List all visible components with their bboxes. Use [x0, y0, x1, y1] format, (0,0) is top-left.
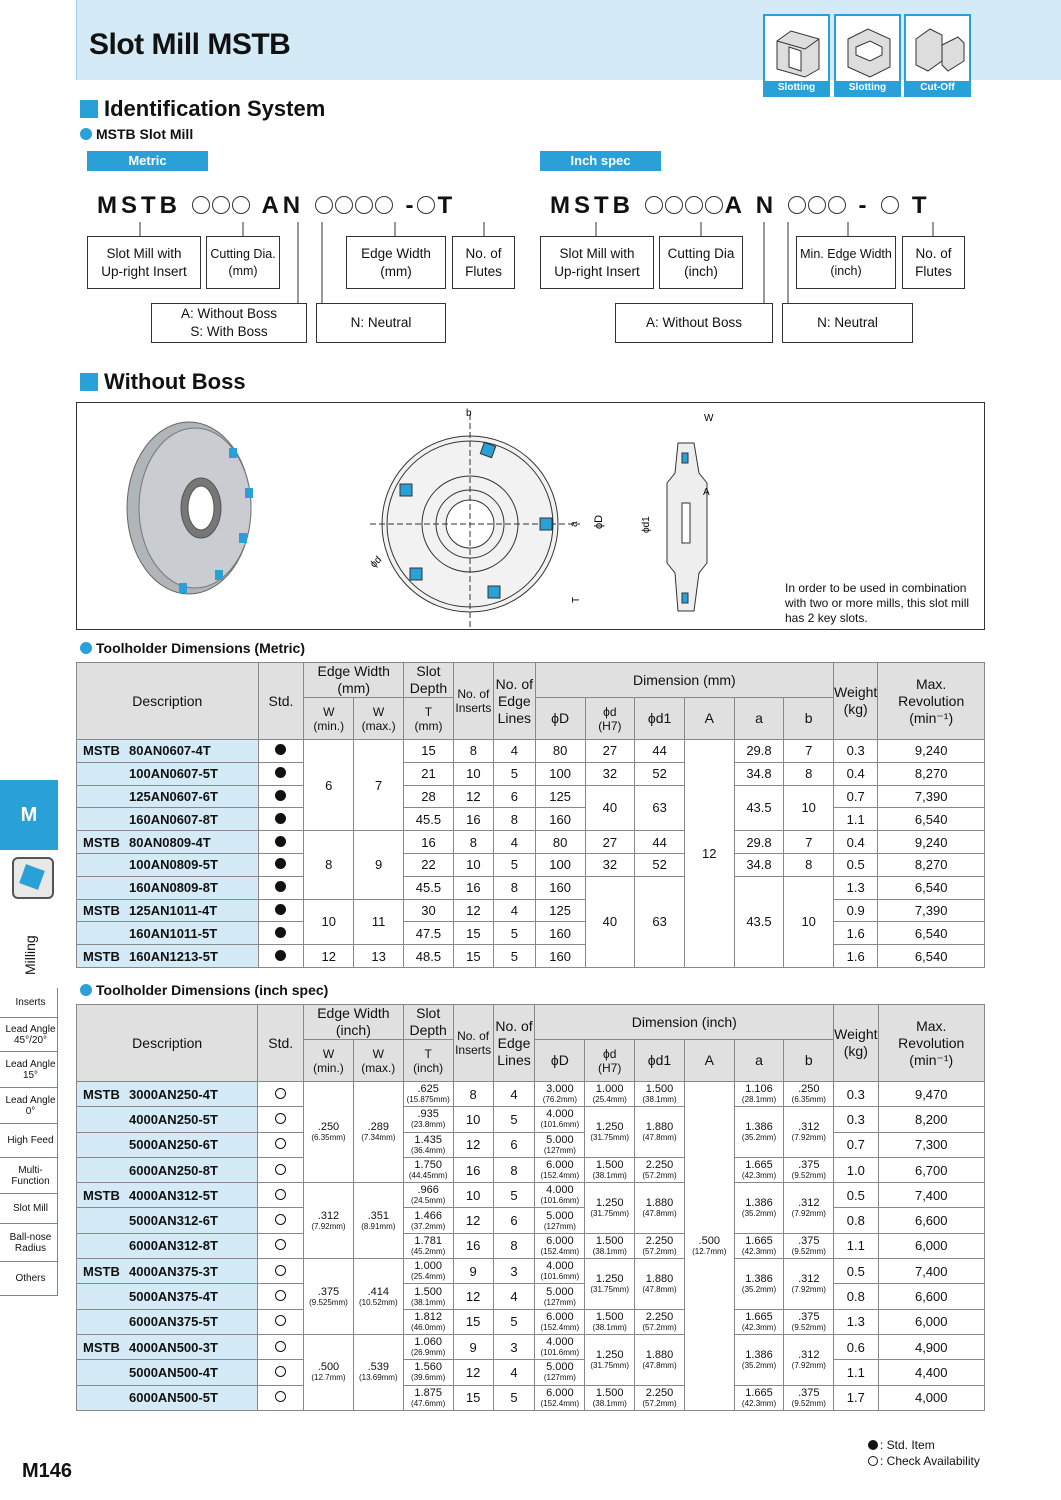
inch-desc: MSTB 4000AN375-3T: [77, 1259, 258, 1284]
sidebar-letter: M: [0, 780, 58, 850]
metric-desc: 100AN0607-5T: [77, 762, 259, 785]
std-circle: [258, 1132, 304, 1157]
cutter-photo: [127, 422, 253, 594]
inch-table-title: Toolholder Dimensions (inch spec): [80, 982, 328, 998]
std-circle: [258, 1082, 304, 1107]
std-circle: [258, 1334, 304, 1359]
inch-desc: 6000AN500-5T: [77, 1385, 258, 1410]
h-edgelines: No. of Edge Lines: [493, 663, 535, 740]
std-circle: [258, 1157, 304, 1182]
std-circle: [258, 1107, 304, 1132]
op-cutoff: Cut-Off: [904, 14, 971, 97]
std-circle: [258, 1309, 304, 1334]
inch-desc: MSTB 4000AN312-5T: [77, 1183, 258, 1208]
op-slotting-2: Slotting: [834, 14, 901, 97]
metric-desc: MSTB 80AN0809-4T: [77, 831, 259, 854]
box-m-edgewidth: Edge Width (mm): [346, 236, 446, 289]
std-dot: [258, 785, 304, 808]
without-boss-title: Without Boss: [80, 369, 246, 395]
inch-desc: MSTB 3000AN250-4T: [77, 1082, 258, 1107]
inch-desc: 5000AN250-6T: [77, 1132, 258, 1157]
inch-desc: 4000AN250-5T: [77, 1107, 258, 1132]
svg-text:T: T: [571, 596, 582, 603]
inch-desc: MSTB 4000AN500-3T: [77, 1334, 258, 1359]
sidebar-item[interactable]: Lead Angle 45°/20°: [0, 1018, 57, 1052]
inch-row: MSTB 4000AN500-3T .500 (12.7mm) .539 (13.69mm) 1.060 (26.9mm) 9 3 4.000 (101.6mm) 1.250 (31.75mm) 1.880 (47.8mm) 1.386 (35.2mm) .312 (7.92mm) 0.6 4,900: [77, 1334, 985, 1359]
h-std: Std.: [258, 663, 304, 740]
op-slotting-1: Slotting: [763, 14, 830, 97]
svg-text:ϕd1: ϕd1: [641, 516, 652, 533]
metric-row: 100AN0809-5T 22 10 5 100 32 52 34.8 8 0.5 8,270: [77, 853, 985, 876]
svg-text:a: a: [569, 521, 580, 527]
diagram-panel: [76, 402, 985, 630]
std-dot: [258, 831, 304, 854]
inch-row: MSTB 4000AN312-5T .312 (7.92mm) .351 (8.91mm) .966 (24.5mm) 10 5 4.000 (101.6mm) 1.250 (31.75mm) 1.880 (47.8mm) 1.386 (35.2mm) .312 (7.92mm) 0.5 7,400: [77, 1183, 985, 1208]
metric-row: 125AN0607-6T 28 12 6 125 40 63 43.5 10 0.7 7,390: [77, 785, 985, 808]
std-circle: [258, 1183, 304, 1208]
sidebar-item[interactable]: Lead Angle 15°: [0, 1052, 57, 1088]
inch-row: 4000AN250-5T .935 (23.8mm) 10 5 4.000 (101.6mm) 1.250 (31.75mm) 1.880 (47.8mm) 1.386 (35.2mm) .312 (7.92mm) 0.3 8,200: [77, 1107, 985, 1132]
metric-row: MSTB 80AN0809-4T 8 9 16 8 4 80 27 44 29.8 7 0.4 9,240: [77, 831, 985, 854]
std-dot: [258, 740, 304, 763]
std-dot: [258, 876, 304, 899]
inch-row: 5000AN375-4T 1.500 (38.1mm) 12 4 5.000 (127mm) 0.8 6,600: [77, 1284, 985, 1309]
metric-code: MSTB AN - T: [97, 192, 457, 219]
side-view: [667, 443, 707, 611]
metric-desc: 160AN1011-5T: [77, 922, 259, 945]
sidebar-item[interactable]: Others: [0, 1262, 57, 1296]
metric-desc: MSTB 80AN0607-4T: [77, 740, 259, 763]
sidebar-item[interactable]: Ball-nose Radius: [0, 1224, 57, 1262]
box-i-flutes: No. of Flutes: [902, 236, 965, 289]
std-circle: [258, 1259, 304, 1284]
inch-pill: Inch spec: [540, 151, 661, 171]
svg-text:ϕD: ϕD: [593, 514, 605, 529]
inch-row: 5000AN250-6T 1.435 (36.4mm) 12 6 5.000 (127mm) 0.7 7,300: [77, 1132, 985, 1157]
metric-desc: 160AN0607-8T: [77, 808, 259, 831]
inch-row: 6000AN250-8T 1.750 (44.45mm) 16 8 6.000 (152.4mm) 1.500 (38.1mm) 2.250 (57.2mm) 1.665 (42.3mm) .375 (9.52mm) 1.0 6,700: [77, 1157, 985, 1182]
ident-title: Identification System: [80, 96, 325, 122]
svg-text:b: b: [466, 408, 472, 419]
inch-row: MSTB 3000AN250-4T .250 (6.35mm) .289 (7.34mm) .625 (15.875mm) 8 4 3.000 (76.2mm) 1.000 (25.4mm) 1.500 (38.1mm) .500 (12.7mm) 1.106 (28.1mm) .250 (6.35mm) 0.3 9,470: [77, 1082, 985, 1107]
metric-table-title: Toolholder Dimensions (Metric): [80, 640, 305, 656]
h-desc: Description: [77, 663, 259, 740]
svg-text:W: W: [704, 413, 714, 424]
sidebar-nav: [0, 988, 58, 1296]
std-circle: [258, 1233, 304, 1258]
sidebar-item[interactable]: Inserts: [0, 988, 57, 1018]
sidebar-item[interactable]: High Feed: [0, 1124, 57, 1158]
front-view: [370, 414, 580, 628]
box-i-neutral: N: Neutral: [782, 303, 913, 343]
page-title: Slot Mill MSTB: [89, 28, 291, 61]
std-dot: [258, 945, 304, 968]
inch-desc: 6000AN312-8T: [77, 1233, 258, 1258]
inch-desc: 5000AN500-4T: [77, 1360, 258, 1385]
inch-row: 6000AN375-5T 1.812 (46.0mm) 15 5 6.000 (152.4mm) 1.500 (38.1mm) 2.250 (57.2mm) 1.665 (42.3mm) .375 (9.52mm) 1.3 6,000: [77, 1309, 985, 1334]
svg-text:ϕd: ϕd: [368, 554, 385, 571]
inch-row: 6000AN500-5T 1.875 (47.6mm) 15 5 6.000 (152.4mm) 1.500 (38.1mm) 2.250 (57.2mm) 1.665 (42.3mm) .375 (9.52mm) 1.7 4,000: [77, 1385, 985, 1410]
box-m-slotmill: Slot Mill with Up-right Insert: [87, 236, 201, 289]
std-dot: [258, 922, 304, 945]
box-i-cutdia: Cutting Dia (inch): [659, 236, 743, 289]
inch-desc: 6000AN375-5T: [77, 1309, 258, 1334]
key-slot-note: In order to be used in combination with two or more mills, this slot mill has 2 key slots.: [785, 581, 970, 625]
box-i-edgewidth: Min. Edge Width (inch): [796, 236, 896, 289]
sidebar-section: Milling: [22, 935, 38, 975]
box-m-flutes: No. of Flutes: [452, 236, 515, 289]
metric-row: MSTB 125AN1011-4T 10 11 30 12 4 125 0.9 7,390: [77, 899, 985, 922]
sidebar-item[interactable]: Lead Angle 0°: [0, 1088, 57, 1124]
std-circle: [258, 1284, 304, 1309]
std-circle: [258, 1360, 304, 1385]
std-circle: [258, 1385, 304, 1410]
legend-check: : Check Availability: [868, 1454, 980, 1468]
std-dot: [258, 853, 304, 876]
h-maxrev: Max. Revolution (min⁻¹): [878, 663, 985, 740]
h-inserts: No. of Inserts: [453, 663, 493, 740]
metric-pill: Metric: [87, 151, 208, 171]
inch-row: MSTB 4000AN375-3T .375 (9.525mm) .414 (10.52mm) 1.000 (25.4mm) 9 3 4.000 (101.6mm) 1.250 (31.75mm) 1.880 (47.8mm) 1.386 (35.2mm) .312 (7.92mm) 0.5 7,400: [77, 1259, 985, 1284]
inch-row: 5000AN500-4T 1.560 (39.6mm) 12 4 5.000 (127mm) 1.1 4,400: [77, 1360, 985, 1385]
inch-row: 5000AN312-6T 1.466 (37.2mm) 12 6 5.000 (127mm) 0.8 6,600: [77, 1208, 985, 1233]
metric-desc: 125AN0607-6T: [77, 785, 259, 808]
metric-desc: 160AN0809-8T: [77, 876, 259, 899]
box-m-boss: A: Without Boss S: With Boss: [151, 303, 307, 343]
std-circle: [258, 1208, 304, 1233]
std-dot: [258, 808, 304, 831]
metric-row: 160AN0809-8T 45.5 16 8 160 40 63 43.5 10 1.3 6,540: [77, 876, 985, 899]
metric-row: 160AN1011-5T 47.5 15 5 160 1.6 6,540: [77, 922, 985, 945]
metric-table: Description Std. Edge Width (mm) Slot Depth No. of Inserts No. of Edge Lines Dimension (mm) Weight (kg) Max. Revolution (min⁻¹) W (min.) W (max.) T (mm) ϕD ϕd (H7) ϕd1 A a b MSTB 80AN0607-4T 6 7 15 8 4 80 27 44 12 29.8 7 0.3 9,240 100AN0607-5T 21 10 5 100 32 52 34.8 8 0.4 8,270 125AN0607-6T 28 12 6 125 40 63 43.5 10 0.7 7,390 160AN0607-8T 45.5 16 8 160 1.1 6,540 MSTB 80AN0809-4T 8 9 16 8 4 80 27 44 29.8 7 0.4 9,240 100AN0809-5T 22 10 5 100 32 52 34.8 8 0.5 8,270 160AN0809-8T 45.5 16 8 160 40 63 43.5 10 1.3 6,540 MSTB 125AN1011-4T 10 11 30 12 4 125 0.9 7,390 160AN1011-5T 47.5 15 5 160 1.6 6,540 MSTB 160AN1213-5T 12 13 48.5 15 5 160 1.6 6,540: [76, 662, 985, 968]
inch-desc: 5000AN312-6T: [77, 1208, 258, 1233]
h-slot: Slot Depth: [404, 663, 454, 698]
metric-row: MSTB 160AN1213-5T 12 13 48.5 15 5 160 1.6 6,540: [77, 945, 985, 968]
metric-row: 160AN0607-8T 45.5 16 8 160 1.1 6,540: [77, 808, 985, 831]
h-edge: Edge Width (mm): [304, 663, 404, 698]
inch-desc: 5000AN375-4T: [77, 1284, 258, 1309]
h-weight: Weight (kg): [834, 663, 878, 740]
sidebar-item[interactable]: Slot Mill: [0, 1194, 57, 1224]
metric-desc: MSTB 160AN1213-5T: [77, 945, 259, 968]
h-dim: Dimension (mm): [535, 663, 833, 698]
inch-row: 6000AN312-8T 1.781 (45.2mm) 16 8 6.000 (152.4mm) 1.500 (38.1mm) 2.250 (57.2mm) 1.665 (42.3mm) .375 (9.52mm) 1.1 6,000: [77, 1233, 985, 1258]
inch-table: Description Std. Edge Width (inch) Slot Depth No. of Inserts No. of Edge Lines Dimension (inch) Weight (kg) Max. Revolution (min⁻¹) W (min.) W (max.) T (inch) ϕD ϕd (H7) ϕd1 A a b MSTB 3000AN250-4T .250 (6.35mm) .289 (7.34mm) .625 (15.875mm) 8 4 3.000 (76.2mm) 1.000 (25.4mm) 1.500 (38.1mm) .500 (12.7mm) 1.106 (28.1mm) .250 (6.35mm) 0.3 9,470 4000AN250-5T .935 (23.8mm) 10 5 4.000 (101.6mm) 1.250 (31.75mm) 1.880 (47.8mm) 1.386 (35.2mm) .312 (7.92mm) 0.3 8,200 5000AN250-6T 1.435 (36.4mm) 12 6 5.000 (127mm) 0.7 7,300 6000AN250-8T 1.750 (44.45mm) 16 8 6.000 (152.4mm) 1.500 (38.1mm) 2.250 (57.2mm) 1.665 (42.3mm) .375 (9.52mm) 1.0 6,700 MSTB 4000AN312-5T .312 (7.92mm) .351 (8.91mm) .966 (24.5mm) 10 5 4.000 (101.6mm) 1.250 (31.75mm) 1.880 (47.8mm) 1.386 (35.2mm) .312 (7.92mm) 0.5 7,400 5000AN312-6T 1.466 (37.2mm) 12 6 5.000 (127mm) 0.8 6,600 6000AN312-8T 1.781 (45.2mm) 16 8 6.000 (152.4mm) 1.500 (38.1mm) 2.250 (57.2mm) 1.665 (42.3mm) .375 (9.52mm) 1.1 6,000 MSTB 4000AN375-3T .375 (9.525mm) .414 (10.52mm) 1.000 (25.4mm) 9 3 4.000 (101.6mm) 1.250 (31.75mm) 1.880 (47.8mm) 1.386 (35.2mm) .312 (7.92mm) 0.5 7,400 5000AN375-4T 1.500 (38.1mm) 12 4 5.000 (127mm) 0.8 6,600 6000AN375-5T 1.812 (46.0mm) 15 5 6.000 (152.4mm) 1.500 (38.1mm) 2.250 (57.2mm) 1.665 (42.3mm) .375 (9.52mm) 1.3 6,000 MSTB 4000AN500-3T .500 (12.7mm) .539 (13.69mm) 1.060 (26.9mm) 9 3 4.000 (101.6mm) 1.250 (31.75mm) 1.880 (47.8mm) 1.386 (35.2mm) .312 (7.92mm) 0.6 4,900 5000AN500-4T 1.560 (39.6mm) 12 4 5.000 (127mm) 1.1 4,400 6000AN500-5T 1.875 (47.6mm) 15 5 6.000 (152.4mm) 1.500 (38.1mm) 2.250 (57.2mm) 1.665 (42.3mm) .375 (9.52mm) 1.7 4,000: [76, 1004, 985, 1411]
box-i-boss: A: Without Boss: [615, 303, 773, 343]
std-dot: [258, 762, 304, 785]
svg-text:A: A: [703, 487, 710, 498]
box-m-neutral: N: Neutral: [316, 303, 446, 343]
milling-icon: [12, 857, 54, 899]
metric-desc: 100AN0809-5T: [77, 853, 259, 876]
metric-desc: MSTB 125AN1011-4T: [77, 899, 259, 922]
sidebar-item[interactable]: Multi- Function: [0, 1158, 57, 1194]
ident-sub: MSTB Slot Mill: [80, 126, 193, 142]
box-i-slotmill: Slot Mill with Up-right Insert: [540, 236, 654, 289]
inch-code: MSTB A N - T: [550, 192, 931, 219]
std-dot: [258, 899, 304, 922]
metric-row: 100AN0607-5T 21 10 5 100 32 52 34.8 8 0.4 8,270: [77, 762, 985, 785]
page-number: M146: [22, 1460, 73, 1482]
box-m-cutdia: Cutting Dia. (mm): [206, 236, 280, 289]
metric-row: MSTB 80AN0607-4T 6 7 15 8 4 80 27 44 12 29.8 7 0.3 9,240: [77, 740, 985, 763]
legend-std: : Std. Item: [868, 1438, 935, 1452]
inch-desc: 6000AN250-8T: [77, 1157, 258, 1182]
